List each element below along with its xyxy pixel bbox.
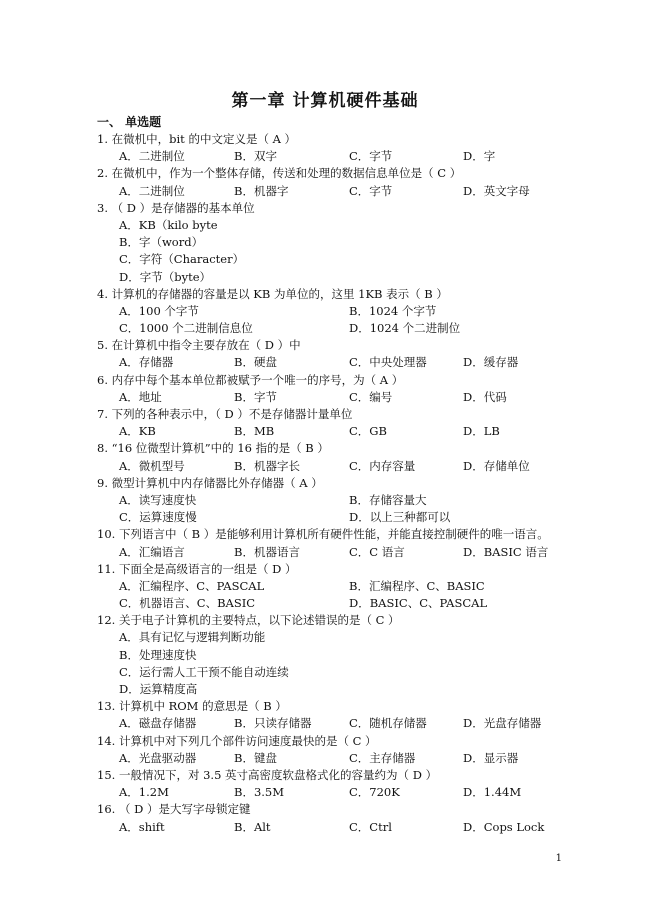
- option-label: A．二进制位: [119, 183, 185, 198]
- option-label: C．机器语言、C、BASIC: [119, 596, 256, 611]
- question-item: [97, 561, 557, 613]
- option-label: C．内存容量: [349, 458, 416, 473]
- question-text: 14. 计算机中对下列几个部件访问速度最快的是（ C ）: [97, 733, 377, 748]
- question-item: [97, 406, 557, 440]
- option-label: D．1.44M: [463, 785, 522, 800]
- question-item: [97, 165, 557, 199]
- option-label: C．C 语言: [349, 544, 405, 559]
- question-item: [97, 526, 557, 560]
- question-text: 13. 计算机中 ROM 的意思是（ B ）: [97, 699, 287, 714]
- option-label: C．字符（Character）: [119, 252, 245, 267]
- option-label: C．中央处理器: [349, 355, 427, 370]
- option-label: A．KB（kilo byte: [119, 217, 218, 232]
- option-label: B．处理速度快: [119, 647, 197, 662]
- options-row: [97, 354, 557, 371]
- option-label: D．字: [463, 149, 496, 164]
- option-label: D．光盘存储器: [463, 716, 542, 731]
- option-label: A．汇编程序、C、PASCAL: [119, 578, 265, 593]
- options-row: [97, 389, 557, 406]
- question-text: 1. 在微机中，bit 的中文定义是（ A ）: [97, 132, 297, 146]
- option-label: D．以上三种都可以: [349, 510, 451, 525]
- option-label: C．1000 个二进制信息位: [119, 321, 253, 336]
- options-row: [97, 715, 557, 732]
- options-row: [97, 423, 557, 440]
- option-label: D．运算精度高: [119, 682, 198, 696]
- option-label: A．光盘驱动器: [119, 750, 197, 765]
- options-row: [97, 595, 557, 612]
- option-label: B．3.5M: [234, 785, 285, 800]
- option-label: C．运算速度慢: [119, 510, 197, 525]
- question-text: 4. 计算机的存储器的容量是以 KB 为单位的，这里 1KB 表示（ B ）: [97, 286, 448, 301]
- option-label: C．字节: [349, 183, 393, 198]
- question-text: 15. 一般情况下，对 3.5 英寸高密度软盘格式化的容量约为（ D ）: [97, 767, 438, 782]
- option-label: A．微机型号: [119, 458, 185, 473]
- question-text: 8. “16 位微型计算机”中的 16 指的是（ B ）: [97, 441, 329, 456]
- option-label: A．shift: [119, 819, 165, 834]
- question-text: 2. 在微机中，作为一个整体存储，传送和处理的数据信息单位是（ C ）: [97, 166, 462, 181]
- option-label: D．代码: [463, 389, 507, 404]
- option-label: B．硬盘: [234, 355, 277, 370]
- options-row: [97, 492, 557, 509]
- option-label: A．磁盘存储器: [119, 716, 197, 731]
- question-text: 5. 在计算机中指令主要存放在（ D ）中: [97, 338, 301, 353]
- option-label: C．随机存储器: [349, 716, 427, 731]
- question-item: [97, 475, 557, 527]
- options-row: [97, 750, 557, 767]
- options-row: [97, 509, 557, 526]
- option-label: C．GB: [349, 424, 387, 439]
- question-item: [97, 440, 557, 474]
- section-heading: 一、 单选题: [97, 115, 162, 129]
- option-label: C．主存储器: [349, 750, 416, 765]
- options-row: [97, 183, 557, 200]
- question-list: [97, 131, 557, 836]
- option-label: D．英文字母: [463, 183, 530, 198]
- question-text: 6. 内存中每个基本单位都被赋予一个唯一的序号，为（ A ）: [97, 372, 404, 387]
- option-label: D．缓存器: [463, 355, 519, 370]
- question-item: [97, 698, 557, 732]
- option-label: C．字节: [349, 149, 393, 164]
- options-row: [97, 578, 557, 595]
- question-text: 7. 下列的各种表示中，（ D ）不是存储器计量单位: [97, 407, 353, 421]
- option-label: B．机器字长: [234, 458, 300, 473]
- question-item: [97, 131, 557, 165]
- options-row: [97, 148, 557, 165]
- question-item: [97, 200, 557, 286]
- option-label: D．显示器: [463, 750, 519, 765]
- option-label: C．720K: [349, 785, 400, 800]
- chapter-title: 第一章 计算机硬件基础: [231, 91, 419, 111]
- options-row: [97, 303, 557, 320]
- option-label: B．字节: [234, 389, 277, 404]
- option-label: B．字（word）: [119, 235, 204, 250]
- question-text: 12. 关于电子计算机的主要特点，以下论述错误的是（ C ）: [97, 613, 400, 628]
- question-text: 9. 微型计算机中内存储器比外存储器（ A ）: [97, 475, 323, 490]
- option-label: C．Ctrl: [349, 819, 392, 834]
- options-row: [97, 784, 557, 801]
- option-label: A．地址: [119, 389, 162, 404]
- option-label: B．汇编程序、C、BASIC: [349, 578, 485, 593]
- question-item: [97, 337, 557, 371]
- question-text: 11. 下面全是高级语言的一组是（ D ）: [97, 561, 297, 576]
- options-row: [97, 320, 557, 337]
- question-item: [97, 801, 557, 835]
- option-label: A．汇编语言: [119, 544, 185, 559]
- page-number: 1: [555, 853, 562, 864]
- option-label: B．只读存储器: [234, 716, 312, 731]
- option-label: A．具有记忆与逻辑判断功能: [119, 630, 266, 645]
- option-label: D．存储单位: [463, 458, 530, 473]
- option-label: B．1024 个字节: [349, 303, 437, 318]
- option-label: A．读写速度快: [119, 492, 197, 507]
- option-label: A．存储器: [119, 355, 174, 370]
- question-text: 10. 下列语言中（ B ）是能够利用计算机所有硬件性能，并能直接控制硬件的唯一语言。: [97, 527, 549, 542]
- question-text: 16. （ D ）是大写字母锁定键: [97, 802, 251, 817]
- option-label: A．100 个字节: [119, 303, 199, 318]
- option-label: B．双字: [234, 149, 277, 164]
- question-item: [97, 612, 557, 698]
- option-label: D．BASIC 语言: [463, 544, 549, 559]
- option-label: A．KB: [119, 424, 156, 439]
- option-label: C．运行需人工干预不能自动连续: [119, 664, 289, 679]
- option-label: D．LB: [463, 424, 500, 439]
- option-label: B．存储容量大: [349, 492, 427, 507]
- options-row: [97, 458, 557, 475]
- option-label: A．1.2M: [119, 785, 169, 800]
- option-label: B．机器语言: [234, 544, 300, 559]
- option-label: D．字节（byte）: [119, 269, 212, 284]
- question-text: 3. （ D ）是存储器的基本单位: [97, 200, 255, 215]
- option-label: B．Alt: [234, 819, 271, 834]
- option-label: B．MB: [234, 424, 275, 439]
- option-label: D．Cops Lock: [463, 819, 545, 834]
- option-label: A．二进制位: [119, 149, 185, 164]
- question-item: [97, 372, 557, 406]
- option-label: C．编号: [349, 389, 393, 404]
- option-label: D．BASIC、C、PASCAL: [349, 596, 488, 611]
- question-item: [97, 286, 557, 338]
- option-label: B．机器字: [234, 183, 289, 198]
- option-label: D．1024 个二进制位: [349, 321, 461, 336]
- question-item: [97, 767, 557, 801]
- question-item: [97, 733, 557, 767]
- option-label: B．键盘: [234, 750, 277, 765]
- options-row: [97, 544, 557, 561]
- options-row: [97, 819, 557, 836]
